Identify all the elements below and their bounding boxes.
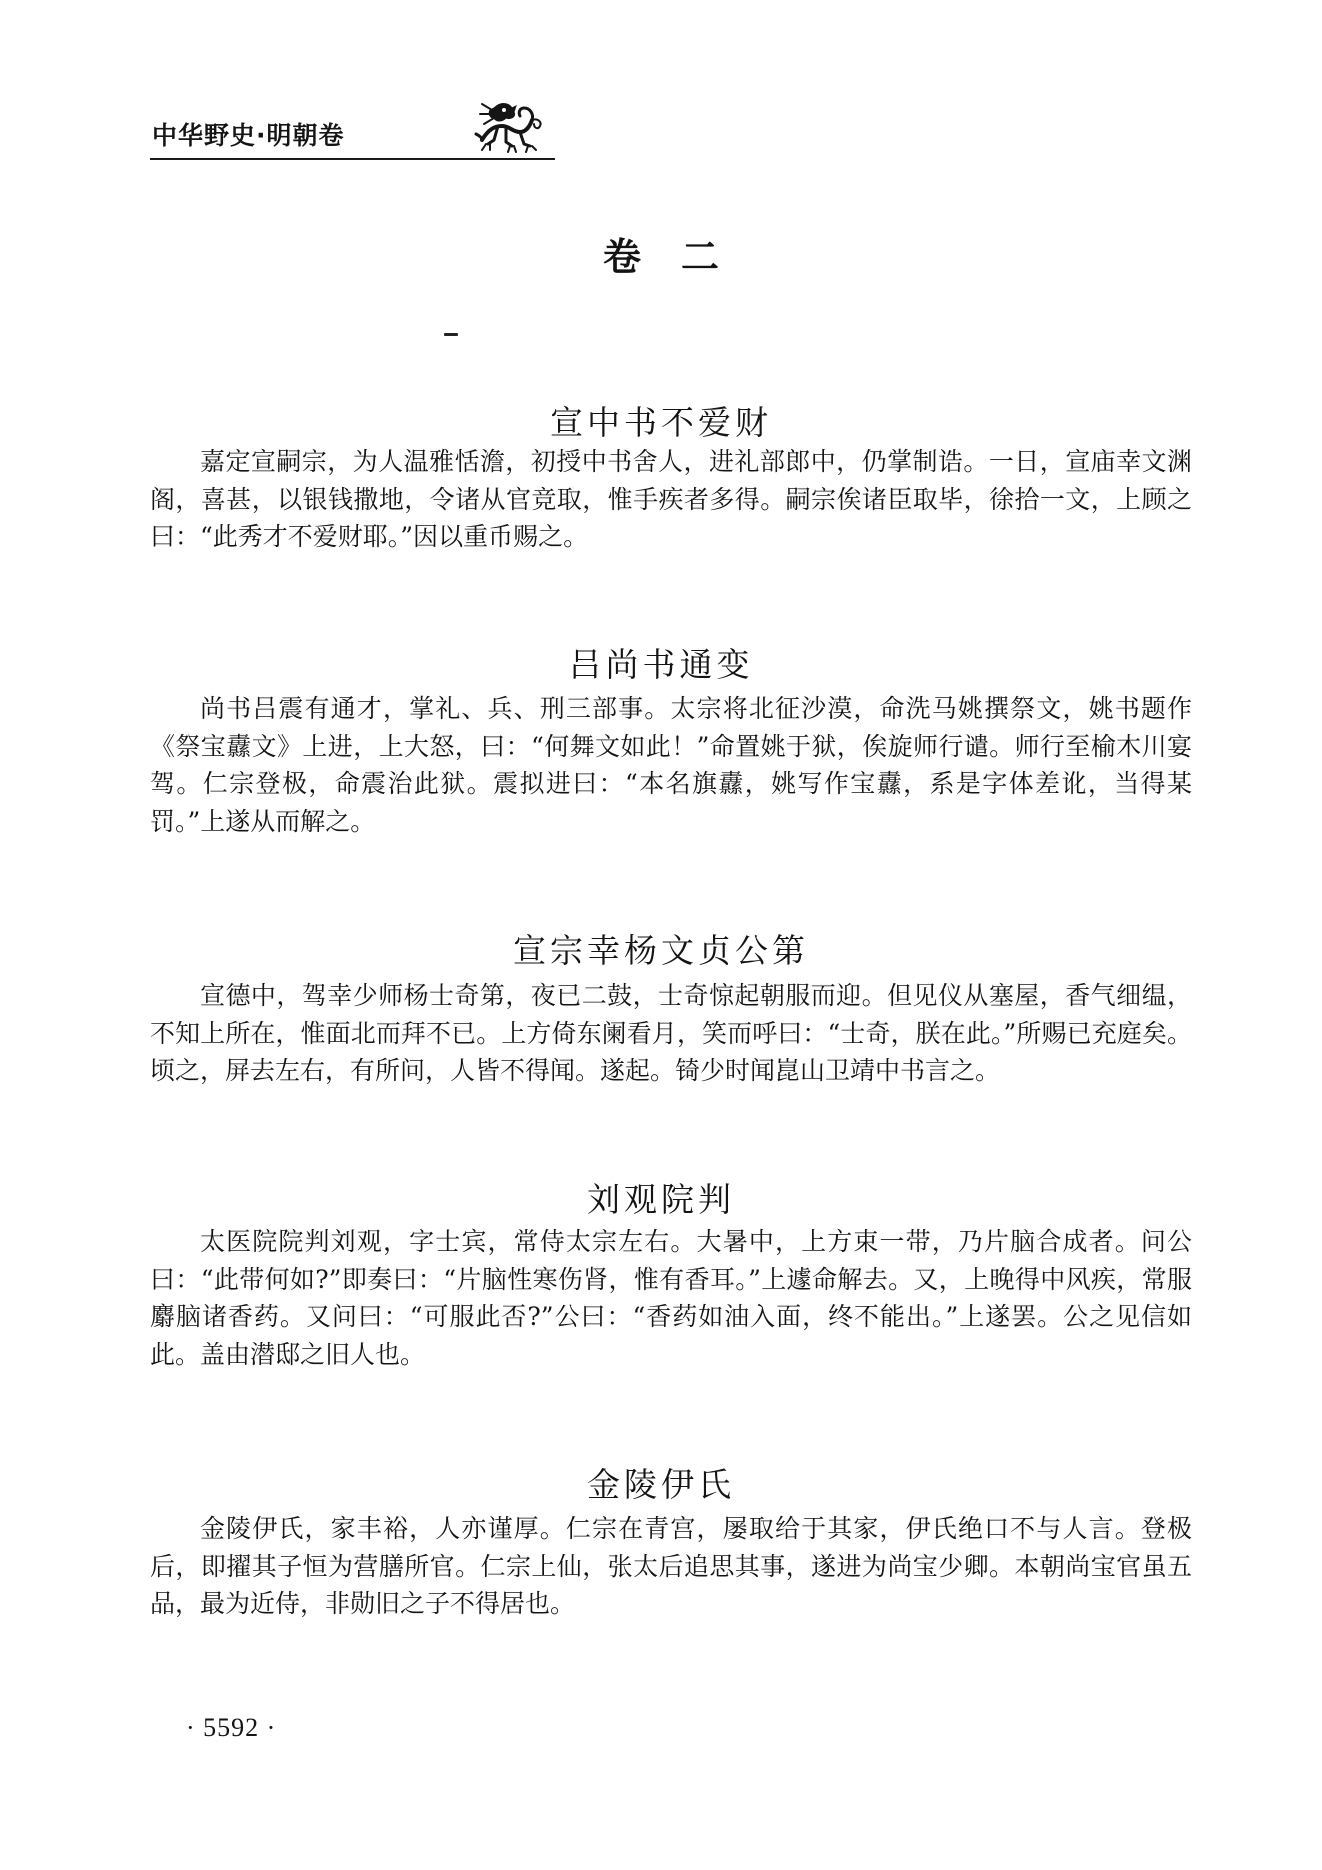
print-speck (444, 333, 458, 336)
page-number: · 5592 · (186, 1713, 277, 1742)
section-paragraph-1: 嘉定宣嗣宗，为人温雅恬澹，初授中书舍人，进礼部郎中，仍掌制诰。一日，宣庙幸文渊阁，喜甚，以银钱撒地，令诸从官竞取，惟手疾者多得。嗣宗俟诸臣取毕，徐拾一文，上顾之曰：“此秀才不爱财耶。”因以重币赐之。 (150, 447, 1192, 551)
section-title-2: 吕尚书通变 (568, 645, 754, 685)
section-paragraph-4: 太医院院判刘观，字士宾，常侍太宗左右。大暑中，上方束一带，乃片脑合成者。问公曰：“此带何如?”即奏曰：“片脑性寒伤肾，惟有香耳。”上遽命解去。又，上晚得中风疾，常服麝脑诸香药。又问曰：“可服此否?”公曰：“香药如油入面，终不能出。”上遂罢。公之见信如此。盖由潜邸之旧人也。 (150, 1227, 1192, 1369)
section-title-1: 宣中书不爱财 (550, 403, 772, 443)
running-header (150, 100, 555, 160)
dragon-emblem-icon (472, 96, 544, 154)
section-paragraph-3: 宣德中，驾幸少师杨士奇第，夜已二鼓，士奇惊起朝服而迎。但见仪从塞屋，香气细缊，不知上所在，惟面北而拜不已。上方倚东阑看月，笑而呼曰：“士奇，朕在此。”所赐已充庭矣。顷之，屏去左右，有所问，人皆不得闻。遂起。锜少时闻崑山卫靖中书言之。 (150, 981, 1192, 1085)
section-paragraph-5: 金陵伊氏，家丰裕，人亦谨厚。仁宗在青宫，屡取给于其家，伊氏绝口不与人言。登极后，即擢其子恒为营膳所官。仁宗上仙，张太后追思其事，遂进为尚宝少卿。本朝尚宝官虽五品，最为近侍，非勋旧之子不得居也。 (150, 1514, 1192, 1618)
section-paragraph-2: 尚书吕震有通才，掌礼、兵、刑三部事。太宗将北征沙漠，命洗马姚撰祭文，姚书题作《祭宝纛文》上进，上大怒，曰：“何舞文如此！”命置姚于狱，俟旋师行谴。师行至榆木川宴驾。仁宗登极，命震治此狱。震拟进曰：“本名旗纛，姚写作宝纛，系是字体差讹，当得某罚。”上遂从而解之。 (150, 694, 1192, 836)
section-title-5: 金陵伊氏 (587, 1465, 735, 1505)
section-title-3: 宣宗幸杨文贞公第 (513, 931, 809, 971)
volume-title: 卷二 (602, 235, 759, 279)
running-header-title: 中华野史·明朝卷 (152, 121, 345, 150)
section-title-4: 刘观院判 (587, 1180, 735, 1220)
